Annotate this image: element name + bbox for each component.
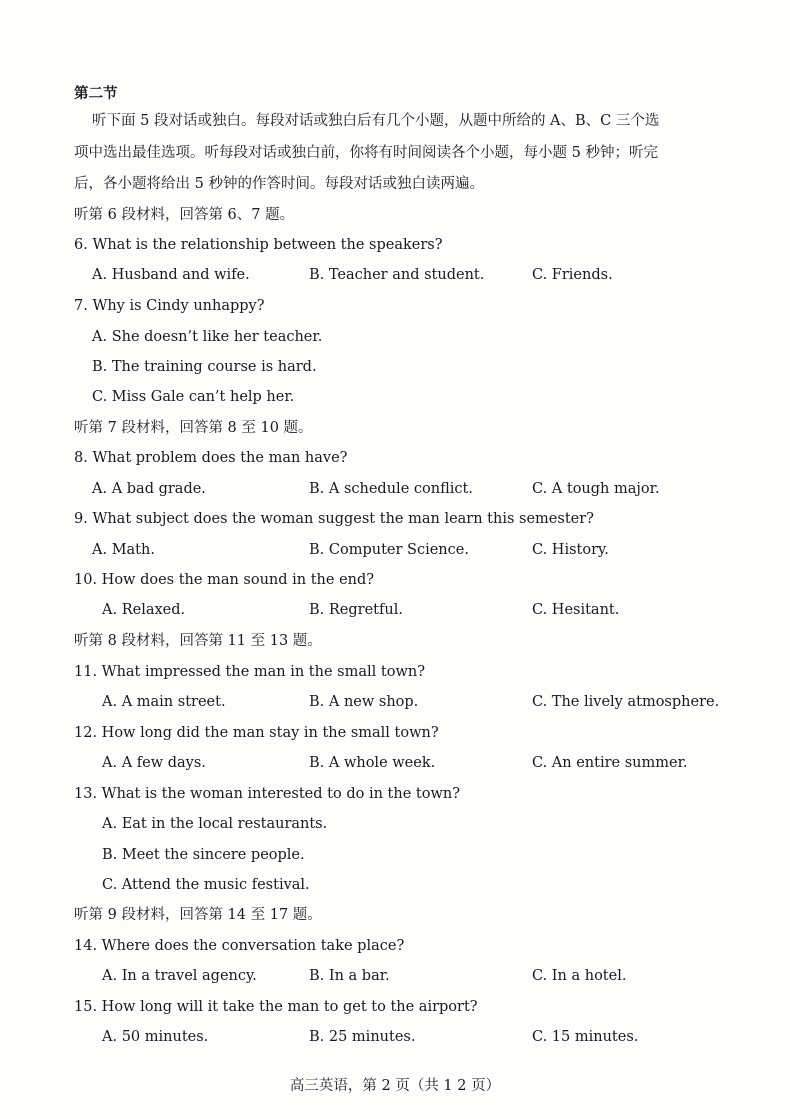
question-9-option-b: B. Computer Science. — [309, 542, 469, 558]
question-13-option-c: C. Attend the music festival. — [102, 877, 310, 893]
question-8-option-c: C. A tough major. — [532, 481, 660, 497]
question-7-stem: 7. Why is Cindy unhappy? — [74, 298, 265, 314]
instruction-line-3: 后，各小题将给出 5 秒钟的作答时间。每段对话或独白读两遍。 — [74, 176, 484, 192]
question-15-option-c: C. 15 minutes. — [532, 1029, 639, 1045]
question-12-option-b: B. A whole week. — [309, 755, 436, 771]
question-12-option-c: C. An entire summer. — [532, 755, 688, 771]
group-heading-9: 听第 9 段材料，回答第 14 至 17 题。 — [74, 907, 322, 923]
question-14-option-a: A. In a travel agency. — [102, 968, 257, 984]
question-14-stem: 14. Where does the conversation take place? — [74, 938, 405, 954]
question-8-option-a: A. A bad grade. — [92, 481, 206, 497]
question-13-option-b: B. Meet the sincere people. — [102, 847, 305, 863]
group-heading-7: 听第 7 段材料，回答第 8 至 10 题。 — [74, 420, 313, 436]
question-11-stem: 11. What impressed the man in the small town? — [74, 664, 425, 680]
question-13-option-a: A. Eat in the local restaurants. — [102, 816, 328, 832]
question-14-option-c: C. In a hotel. — [532, 968, 627, 984]
question-12-stem: 12. How long did the man stay in the small town? — [74, 725, 439, 741]
question-9-option-a: A. Math. — [92, 542, 155, 558]
section-title: 第二节 — [74, 85, 118, 102]
question-15-stem: 15. How long will it take the man to get to the airport? — [74, 999, 478, 1015]
question-9-option-c: C. History. — [532, 542, 609, 558]
instruction-line-1: 听下面 5 段对话或独白。每段对话或独白后有几个小题，从题中所给的 A、B、C 三个选 — [92, 113, 660, 129]
question-11-option-b: B. A new shop. — [309, 694, 419, 710]
question-10-option-b: B. Regretful. — [309, 602, 403, 618]
page-footer: 高三英语，第 2 页（共 1 2 页） — [289, 1078, 501, 1094]
question-15-option-b: B. 25 minutes. — [309, 1029, 416, 1045]
question-6-option-b: B. Teacher and student. — [309, 267, 485, 283]
question-7-option-c: C. Miss Gale can’t help her. — [92, 389, 295, 405]
instruction-line-2: 项中选出最佳选项。听每段对话或独白前，你将有时间阅读各个小题，每小题 5 秒钟；听完 — [74, 145, 658, 161]
question-13-stem: 13. What is the woman interested to do in the town? — [74, 786, 460, 802]
question-10-option-a: A. Relaxed. — [102, 602, 186, 618]
question-6-option-a: A. Husband and wife. — [92, 267, 250, 283]
question-6-option-c: C. Friends. — [532, 267, 613, 283]
question-15-option-a: A. 50 minutes. — [102, 1029, 209, 1045]
question-7-option-b: B. The training course is hard. — [92, 359, 317, 375]
question-9-stem: 9. What subject does the woman suggest the man learn this semester? — [74, 511, 594, 527]
question-8-stem: 8. What problem does the man have? — [74, 450, 348, 466]
question-11-option-a: A. A main street. — [102, 694, 226, 710]
question-6-stem: 6. What is the relationship between the speakers? — [74, 237, 443, 253]
question-7-option-a: A. She doesn’t like her teacher. — [92, 329, 323, 345]
question-8-option-b: B. A schedule conflict. — [309, 481, 473, 497]
group-heading-8: 听第 8 段材料，回答第 11 至 13 题。 — [74, 633, 322, 649]
question-10-stem: 10. How does the man sound in the end? — [74, 572, 375, 588]
question-12-option-a: A. A few days. — [102, 755, 206, 771]
question-10-option-c: C. Hesitant. — [532, 602, 620, 618]
group-heading-6: 听第 6 段材料，回答第 6、7 题。 — [74, 207, 295, 223]
question-14-option-b: B. In a bar. — [309, 968, 390, 984]
question-11-option-c: C. The lively atmosphere. — [532, 694, 720, 710]
